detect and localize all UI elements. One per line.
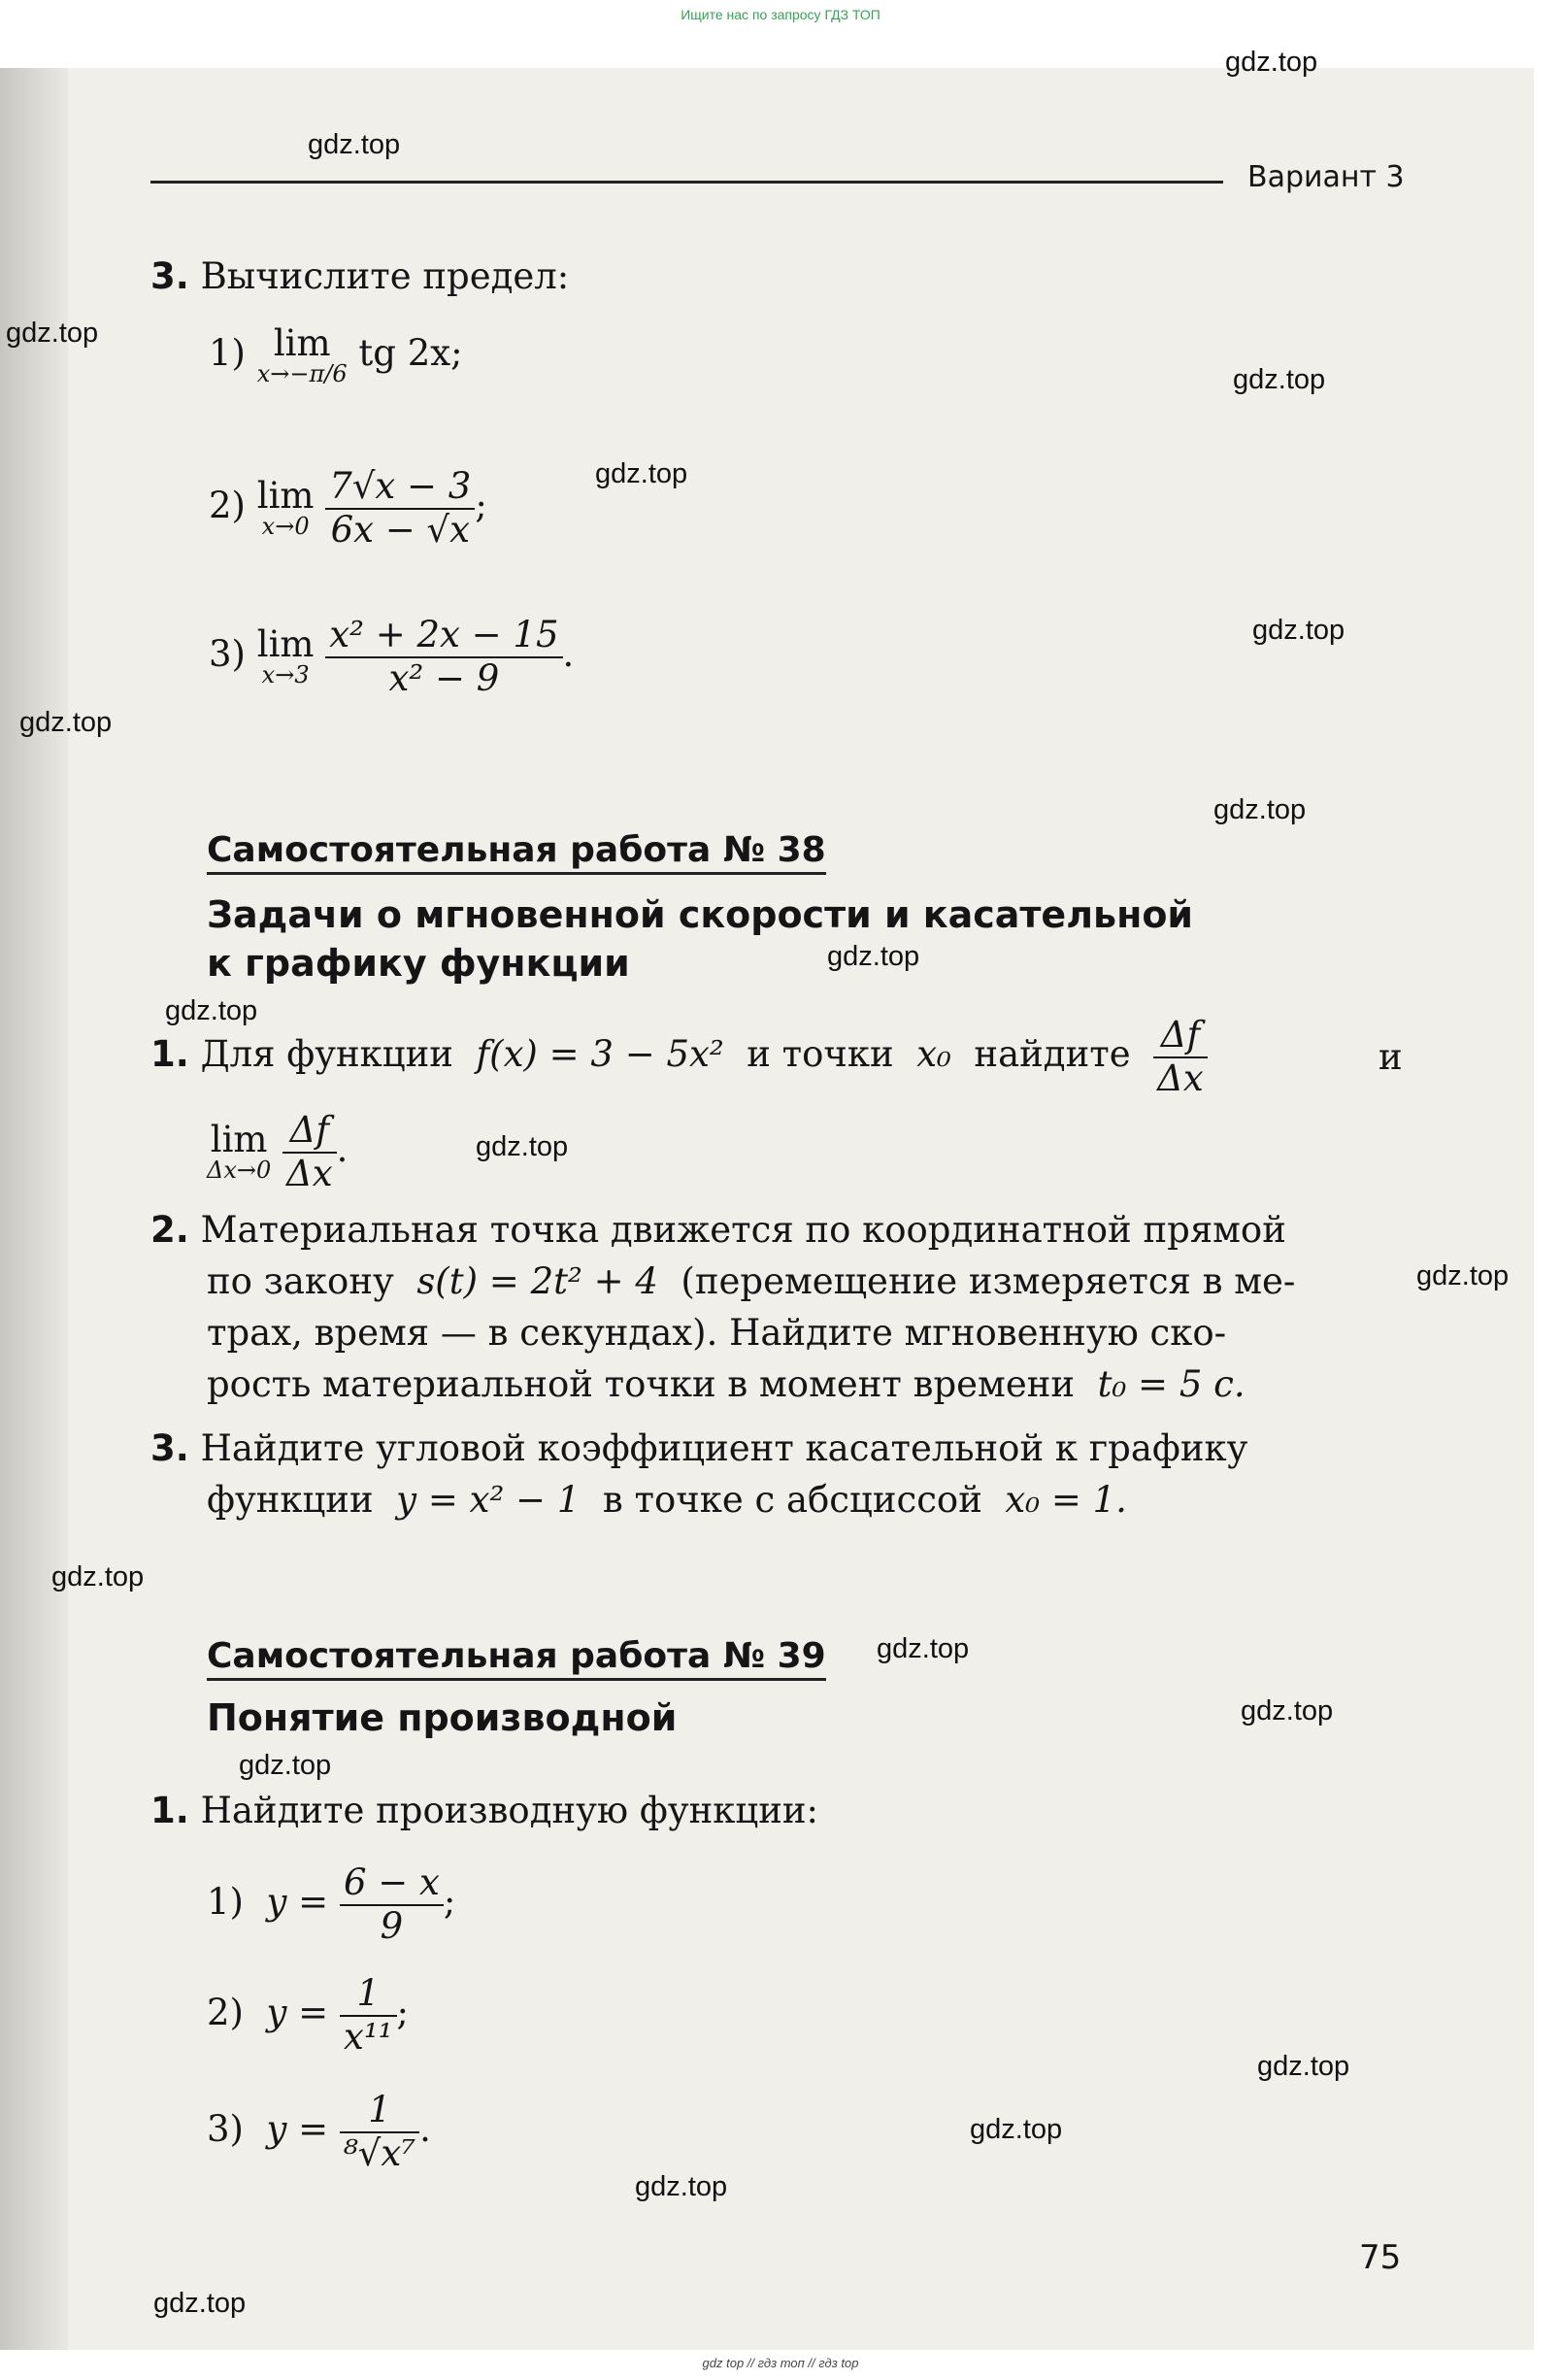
work-38-task-3-line1: 3. Найдите угловой коэффициент касательной к графику bbox=[150, 1427, 1248, 1469]
variant-label: Вариант 3 bbox=[1247, 160, 1405, 194]
watermark: gdz.top bbox=[1241, 1695, 1334, 1726]
work-39-subtitle: Понятие производной bbox=[207, 1696, 678, 1739]
work-38-task-2-line3: трах, время — в секундах). Найдите мгновенную ско- bbox=[207, 1312, 1227, 1354]
limit-item-1: 1) lim x→−π/6 tg 2x; bbox=[209, 322, 463, 387]
work-38-task-1-limit: lim Δx→0 $\frac{\Delta f}{\Delta x}$ . bbox=[207, 1109, 349, 1194]
watermark: gdz.top bbox=[308, 129, 401, 160]
watermark: gdz.top bbox=[153, 2288, 247, 2319]
work-38-task-2-line1: 2. Материальная точка движется по координатной прямой bbox=[150, 1209, 1286, 1251]
watermark: gdz.top bbox=[1257, 2051, 1350, 2082]
watermark: gdz.top bbox=[827, 941, 920, 972]
header-rule bbox=[150, 181, 1223, 184]
watermark: gdz.top bbox=[1252, 615, 1345, 646]
work-39-task-1: 1. Найдите производную функции: bbox=[150, 1790, 818, 1831]
watermark: gdz.top bbox=[1233, 364, 1326, 395]
bottom-banner[interactable]: gdz top // гдз топ // гдз top bbox=[702, 2356, 859, 2370]
top-banner[interactable]: Ищите нас по запросу ГДЗ ТОП bbox=[681, 7, 880, 22]
watermark: gdz.top bbox=[1213, 794, 1307, 825]
derivative-item-2: 2) y = $\frac{1}{\text{x¹¹}}$ ; bbox=[207, 1972, 409, 2058]
watermark: gdz.top bbox=[1416, 1260, 1510, 1291]
watermark: gdz.top bbox=[239, 1750, 332, 1781]
work-38-subtitle-line1: Задачи о мгновенной скорости и касательной bbox=[207, 893, 1194, 936]
watermark: gdz.top bbox=[970, 2114, 1063, 2145]
watermark: gdz.top bbox=[165, 995, 258, 1026]
derivative-item-1: 1) y = $\frac{6 - x}{9}$ ; bbox=[207, 1861, 456, 1947]
watermark: gdz.top bbox=[595, 458, 688, 489]
work-38-task-3-line2: функции y = x² − 1 в точке с абсциссой x₀ = 1. bbox=[207, 1479, 1127, 1521]
work-38-title: Самостоятельная работа № 38 bbox=[207, 830, 826, 870]
watermark: gdz.top bbox=[51, 1561, 145, 1592]
work-38-task-2-line2: по закону s(t) = 2t² + 4 (перемещение измеряется в ме- bbox=[207, 1260, 1296, 1302]
limit-item-2: 2) lim x→0 $\frac{7√x - 3}{6x - √x}$ ; bbox=[209, 465, 487, 551]
watermark: gdz.top bbox=[476, 1131, 569, 1162]
limit-item-3: 3) lim x→3 $\frac{\text{x² + 2x − 15}}{\text{x² − 9}}$ . bbox=[209, 614, 575, 699]
work-38-task-2-line4: рость материальной точки в момент времени t₀ = 5 с. bbox=[207, 1363, 1245, 1405]
page-number: 75 bbox=[1359, 2238, 1402, 2277]
watermark: gdz.top bbox=[6, 318, 99, 349]
work-38-subtitle-line2: к графику функции bbox=[207, 942, 630, 985]
work-38-task-1: 1. Для функции f(x) = 3 − 5x² и точки x₀ найдите $\frac{\Delta f}{\Delta x}$ и bbox=[150, 1014, 1403, 1099]
watermark: gdz.top bbox=[635, 2171, 728, 2202]
page-spine-shadow bbox=[0, 68, 68, 2350]
watermark: gdz.top bbox=[877, 1633, 970, 1664]
watermark: gdz.top bbox=[1225, 47, 1318, 78]
work-39-title: Самостоятельная работа № 39 bbox=[207, 1636, 826, 1676]
task-3-prompt: 3. Вычислите предел: bbox=[150, 255, 570, 297]
watermark: gdz.top bbox=[19, 707, 113, 738]
derivative-item-3: 3) y = $\frac{1}{\text{⁸√x⁷}}$ . bbox=[207, 2089, 431, 2174]
